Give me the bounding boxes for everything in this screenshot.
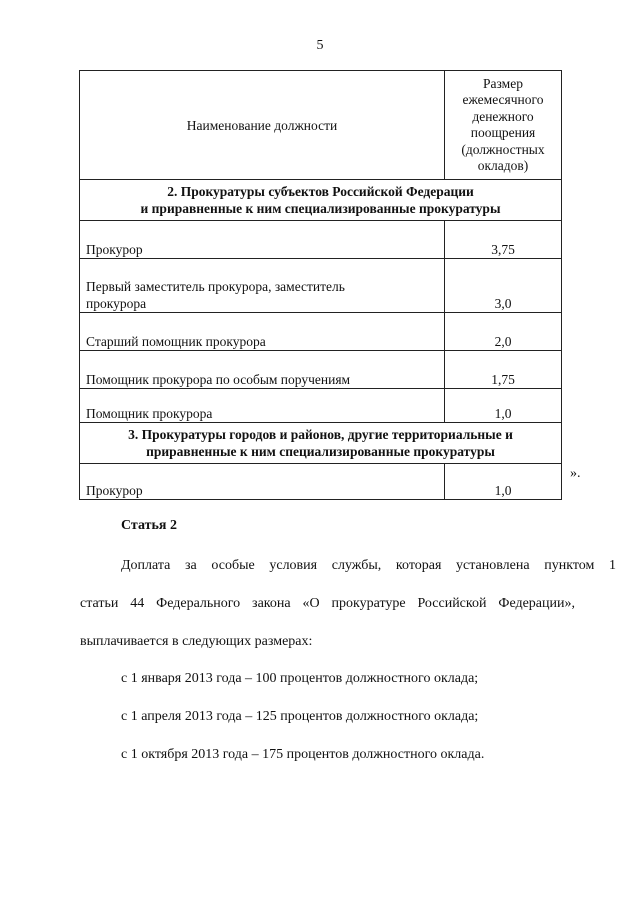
position-line: Прокурор (86, 483, 143, 498)
rate-value: 3,0 (445, 259, 562, 313)
table-row (80, 389, 562, 423)
position-line: Помощник прокурора (86, 406, 213, 421)
list-item: с 1 января 2013 года – 100 процентов должностного оклада; (121, 671, 479, 686)
header-rate-line: Размер (483, 75, 523, 91)
position-line: прокурора (86, 296, 147, 311)
table-header-row (80, 71, 562, 180)
position-cell (80, 464, 445, 500)
header-rate (445, 71, 562, 180)
position-cell (80, 351, 445, 389)
section-title-line: 3. Прокуратуры городов и районов, другие территориальные и (128, 427, 513, 442)
section-row (80, 180, 562, 221)
position-line: Старший помощник прокурора (86, 334, 266, 349)
rate-value: 3,75 (445, 221, 562, 259)
paragraph-line: Доплата за особые условия службы, которая установлена пунктом 1 (121, 558, 616, 573)
table-row (80, 351, 562, 389)
paragraph-line: статьи 44 Федерального закона «О прокуратуре Российской Федерации», (80, 596, 575, 611)
position-line: Прокурор (86, 242, 143, 257)
salary-table (79, 70, 562, 500)
header-rate-line: поощрения (470, 125, 536, 140)
position-cell (80, 221, 445, 259)
position-line: Первый заместитель прокурора, заместитель (86, 279, 345, 294)
position-cell (80, 313, 445, 351)
position-cell (80, 259, 445, 313)
section-title-line: и приравненные к ним специализированные прокуратуры (140, 201, 501, 216)
table-row (80, 259, 562, 313)
header-rate-line: окладов) (477, 158, 529, 173)
list-item: с 1 апреля 2013 года – 125 процентов должностного оклада; (121, 709, 479, 724)
article-title: Статья 2 (121, 518, 177, 533)
list-item: с 1 октября 2013 года – 175 процентов должностного оклада. (121, 747, 485, 762)
rate-value: 1,0 (445, 464, 562, 500)
table-row (80, 221, 562, 259)
header-position-name: Наименование должности (80, 71, 445, 180)
section-row (80, 423, 562, 464)
table-row (80, 313, 562, 351)
rate-value: 2,0 (445, 313, 562, 351)
header-rate-line: денежного (472, 108, 534, 124)
section-title-line: приравненные к ним специализированные прокуратуры (146, 444, 495, 459)
closing-quote: ». (570, 466, 581, 481)
rate-value: 1,0 (445, 389, 562, 423)
header-rate-line: (должностных (461, 141, 545, 157)
position-cell (80, 389, 445, 423)
section-3-title (80, 423, 562, 464)
section-2-title (80, 180, 562, 221)
paragraph-line: выплачивается в следующих размерах: (80, 634, 313, 649)
section-title-line: 2. Прокуратуры субъектов Российской Федерации (167, 184, 474, 199)
table-row (80, 464, 562, 500)
page-number: 5 (316, 38, 324, 53)
rate-value: 1,75 (445, 351, 562, 389)
position-line: Помощник прокурора по особым поручениям (86, 372, 351, 387)
header-rate-line: ежемесячного (462, 92, 544, 107)
